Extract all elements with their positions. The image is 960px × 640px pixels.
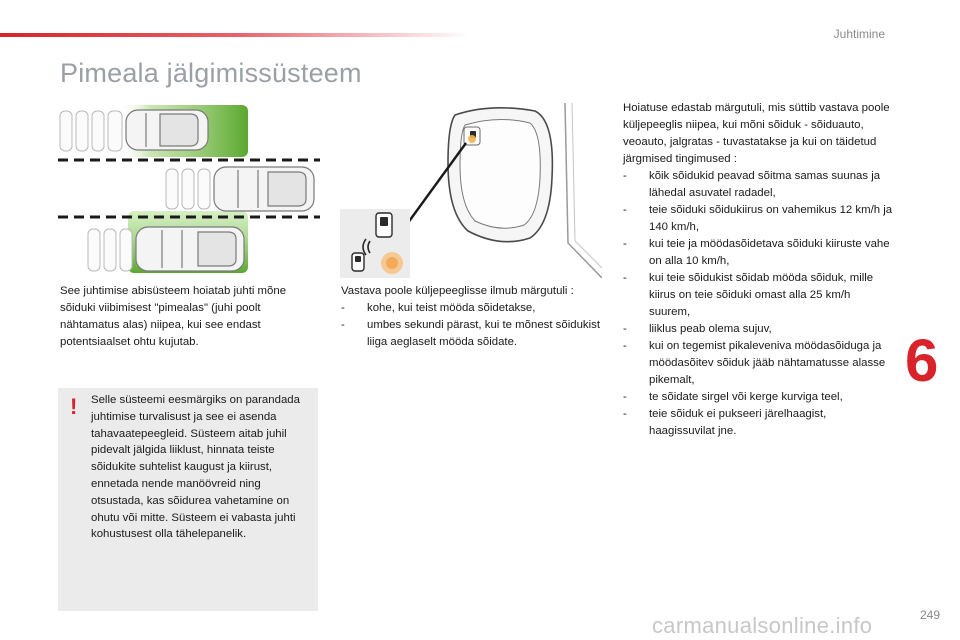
mirror-light-intro: Vastava poole küljepeeglisse ilmub märgutuli : <box>341 285 574 297</box>
chapter-number: 6 <box>905 327 939 394</box>
warning-note-box <box>58 388 318 611</box>
page-number: 249 <box>919 608 940 622</box>
conditions-list <box>623 168 893 440</box>
car-bottom <box>136 227 244 271</box>
warning-light-detail <box>340 209 410 278</box>
mirror-warning-light-icon <box>464 127 480 145</box>
page-title: Pimeala jälgimissüsteem <box>60 58 362 88</box>
conditions-section <box>623 100 893 440</box>
list-item: - umbes sekundi pärast, kui te mõnest sõidukist liiga aeglaselt mööda sõidate. <box>341 319 600 348</box>
watermark: carmanualsonline.info <box>652 613 873 638</box>
intro-paragraph: See juhtimise abisüsteem hoiatab juhti mõne sõiduki viibimisest "pimealas" (juhi poolt nähtamatus alas) niipea, kui see endast potentsiaalset ohtu kujutab. <box>60 285 287 348</box>
top-accent-bar <box>0 33 470 37</box>
list-item: - kui on tegemist pikaleveniva möödasõiduga ja möödasõitev sõiduk jääb nähtamatusse alasse pikemalt, <box>623 340 886 386</box>
list-item: - kõik sõidukid peavad sõitma samas suunas ja lähedal asuvatel radadel, <box>623 170 881 199</box>
car-top <box>126 110 208 150</box>
list-item: - te sõidate sirgel või kerge kurviga teel, <box>623 391 843 403</box>
section-title: Juhtimine <box>833 27 885 41</box>
list-item: - kui teie sõidukist sõidab mööda sõiduk, mille kiirus on teie sõiduki omast alla 25 km/h suurem, <box>623 272 874 318</box>
list-item: - teie sõiduk ei pukseeri järelhaagist, haagissuvilat jne. <box>623 408 827 437</box>
mirror-illustration <box>340 103 602 278</box>
lane-illustration <box>58 103 320 278</box>
conditions-intro: Hoiatuse edastab märgutuli, mis süttib vastava poole küljepeeglis niipea, kui mõni sõiduk - sõiduauto, veoauto, jalgratas - tuvastatakse ja kui on täidetud järgmised tingimused : <box>623 102 890 165</box>
list-item: - kohe, kui teist mööda sõidetakse, <box>341 302 536 314</box>
warning-note-text: Selle süsteemi eesmärgiks on parandada juhtimise turvalisust ja see ei asenda tahavaatepeegleid. Süsteem aitab juhil pidevalt jälgida liiklust, hinnata teiste sõidukite suhtelist kaugust ja kiirust, ennetada nende manöövreid ning otsustada, kas sõidurea vahetamine on ohutu või mitte. Süsteem ei vabasta juhti kohustusest olla tähelepanelik. <box>91 394 300 541</box>
list-item: - kui teie ja möödasõidetava sõiduki kiiruste vahe on alla 10 km/h, <box>623 238 890 267</box>
car-middle <box>214 167 314 211</box>
list-item: - teie sõiduki sõidukiirus on vahemikus 12 km/h ja 140 km/h, <box>623 204 893 233</box>
mirror-light-list <box>341 300 611 351</box>
list-item: - liiklus peab olema sujuv, <box>623 323 772 335</box>
exclamation-icon: ! <box>70 394 78 419</box>
mirror-light-section <box>341 283 611 351</box>
